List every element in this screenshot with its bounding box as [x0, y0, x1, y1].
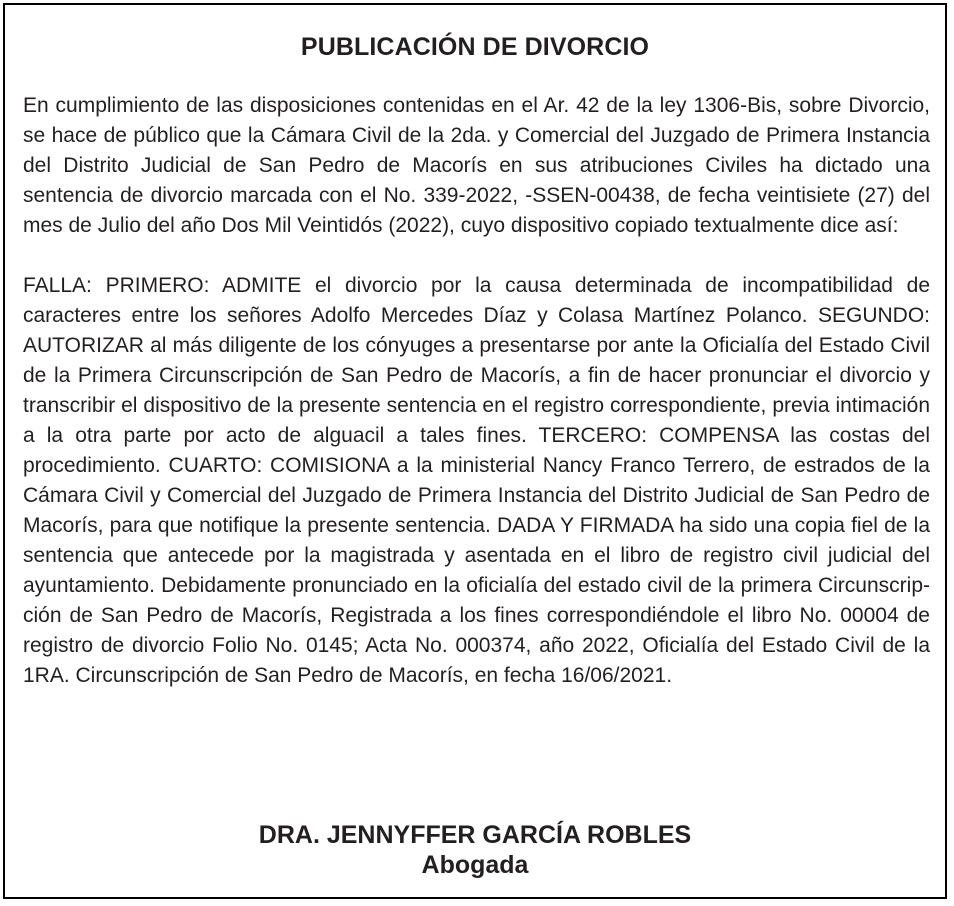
notice-frame [3, 3, 947, 899]
ruling-paragraph: FALLA: PRIMERO: ADMITE el divorcio por la causa determinada de incompatibilidad de caracteres entre los señores Adolfo Mercedes Díaz y Colasa Martínez Polanco. SEGUNDO: AUTORIZAR al más diligente de los cónyuges a presentarse por ante la Oficialía del Estado Civil de la Primera Circunscripción de San Pedro de Macorís, a fin de hacer pronunciar el divorcio y transcribir el dispositivo de la presente sentencia en el registro correspondiente, previa intimación a la otra parte por acto de alguacil a tales fines. TERCERO: COMPENSA las costas del procedimiento. CUARTO: COMISIONA a la ministerial Nancy Franco Terrero, de estrados de la Cámara Civil y Comercial del Juzgado de Primera Instancia del Distrito Judicial de San Pedro de Macorís, para que notifique la presente sentencia. DADA Y FIRMADA ha sido una copia fiel de la sentencia que antecede por la magistrada y asentada en el libro de registro civil judicial del ayuntamiento. Debidamente pronunciado en la oficialía del estado civil de la primera Circunscripción de San Pedro de Macorís, Registrada a los fines correspondiéndole el libro No. 00004 de registro de divorcio Folio No. 0145; Acta No. 000374, año 2022, Oficialía del Estado Civil de la 1RA. Circunscripción de San Pedro de Macorís, en fecha 16/06/2021. [23, 274, 930, 687]
signature-name: DRA. JENNYFFER GARCÍA ROBLES [258, 821, 692, 849]
notice-body [23, 91, 930, 691]
signature-role: Abogada [421, 851, 529, 879]
notice-title: PUBLICACIÓN DE DIVORCIO [300, 33, 650, 61]
intro-paragraph: En cumplimiento de las disposiciones contenidas en el Ar. 42 de la ley 1306-Bis, sobre Divorcio, se hace de público que la Cámara Civil de la 2da. y Comercial del Juzgado de Primera Instancia del Distrito Judicial de San Pedro de Macorís en sus atribuciones Civiles ha dictado una sentencia de divorcio marcada con el No. 339-2022, -SSEN-00438, de fecha veintisiete (27) del mes de Julio del año Dos Mil Veintidós (2022), cuyo dispositivo copiado textualmente dice así: [23, 94, 930, 237]
